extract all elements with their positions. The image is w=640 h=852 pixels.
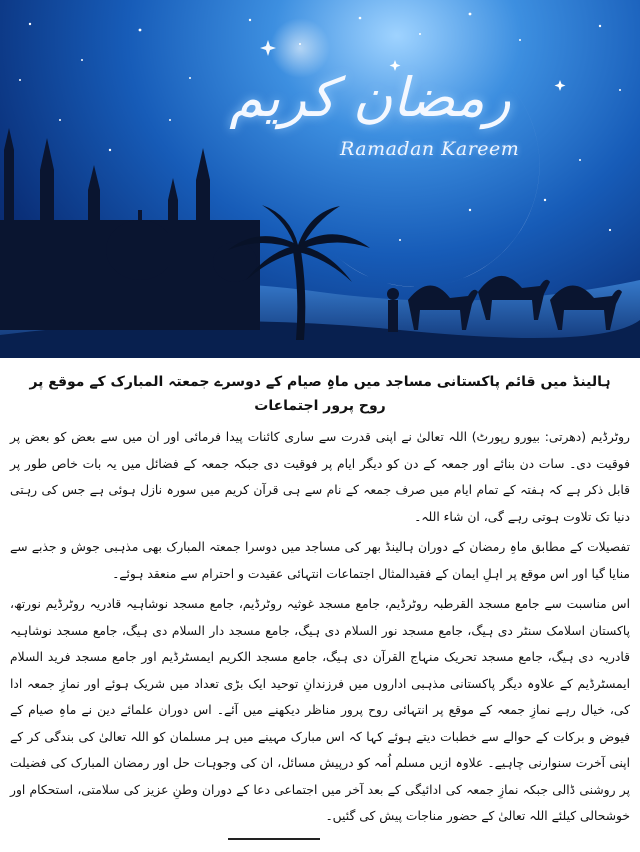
- article-paragraph-1: روٹرڈیم (دھرتی: بیورو رپورٹ) اللہ تعالیٰ نے اپنی قدرت سے ساری کائنات پیدا فرمائی اور ان میں سے بعض کو بعض پر فوقیت دی۔ سات دن بنائے اور جمعہ کے دن کو دیگر ایام پر فوقیت دی جبکہ جمعہ کے فضائل میں یہ بات خاص طور پر قابل ذکر ہے کہ ہفتہ کے تمام ایام میں صرف جمعہ کے نام سے ہی قرآن کریم میں سورہ نازل ہوئی ہے جس کی رہتی دنیا تک تلاوت ہوتی رہے گی، ان شاء اللہ۔: [10, 430, 630, 524]
- night-scene: [0, 0, 640, 358]
- mosque-silhouette: [0, 128, 260, 330]
- end-divider: [228, 838, 320, 840]
- news-article: [0, 360, 640, 852]
- urdu-calligraphy-title: رمضان کریم: [229, 66, 511, 129]
- article-paragraph-3: اس مناسبت سے جامع مسجد القرطبہ روٹرڈیم، جامع مسجد غوثیہ روٹرڈیم، جامع مسجد نوشاہیہ قادریہ روٹرڈیم نورتھ، پاکستان اسلامک سنٹر دی ہیگ، جامع مسجد نور السلام دی ہیگ، جامع مسجد دار السلام دی ہیگ، جامع مسجد نوشاہیہ قادریہ دی ہیگ، جامع مسجد تحریک منہاج القرآن دی ہیگ، جامع مسجد الکریم ایمسٹرڈیم اور جامع مسجد فرید السلام ایمسٹرڈیم کے علاوہ دیگر پاکستانی مذہبی اداروں میں فرزندانِ توحید ایک بڑی تعداد میں شریک ہوئے اور نمازِ جمعہ ادا کی، خیال رہے نمازِ جمعہ کے موقع پر انتہائی روح پرور مناظر دیکھنے میں آئے۔ اس دوران علمائے دین نے ماہِ صیام کے فیوض و برکات کے حوالے سے خطبات دیتے ہوئے کہا کہ اس مبارک مہینے میں ہر مسلمان کو اللہ تعالیٰ کی بندگی کر کے اپنی آخرت سنوارنی چاہیے۔ علاوہ ازیں مسلم اُمہ کو درپیش مسائل، ان کی وجوہات حل اور رمضان المبارک کی فضیلت پر روشنی ڈالی جبکہ نمازِ جمعہ کی ادائیگی کے بعد آخر میں اجتماعی دعا کے دوران وطنِ عزیز کی سلامتی، استحکام اور خوشحالی کیلئے اللہ تعالیٰ کے حضور مناجات پیش کی گئیں۔: [10, 597, 630, 823]
- article-paragraph-2: تفصیلات کے مطابق ماہِ رمضان کے دوران ہالینڈ بھر کی مساجد میں دوسرا جمعتہ المبارک بھی مذہبی جوش و جذبے سے منایا گیا اور اس موقع پر اہلِ ایمان کے فقیدالمثال اجتماعات انتہائی عقیدت و احترام سے منعقد ہوئے۔: [10, 540, 630, 581]
- ramadan-banner: [0, 0, 640, 358]
- ramadan-kareem-title: Ramadan Kareem: [340, 138, 520, 160]
- article-headline: ہالینڈ میں قائم پاکستانی مساجد میں ماہِ صیام کے دوسرے جمعتہ المبارک کے موقع پر روح پرور اجتماعات: [29, 374, 611, 414]
